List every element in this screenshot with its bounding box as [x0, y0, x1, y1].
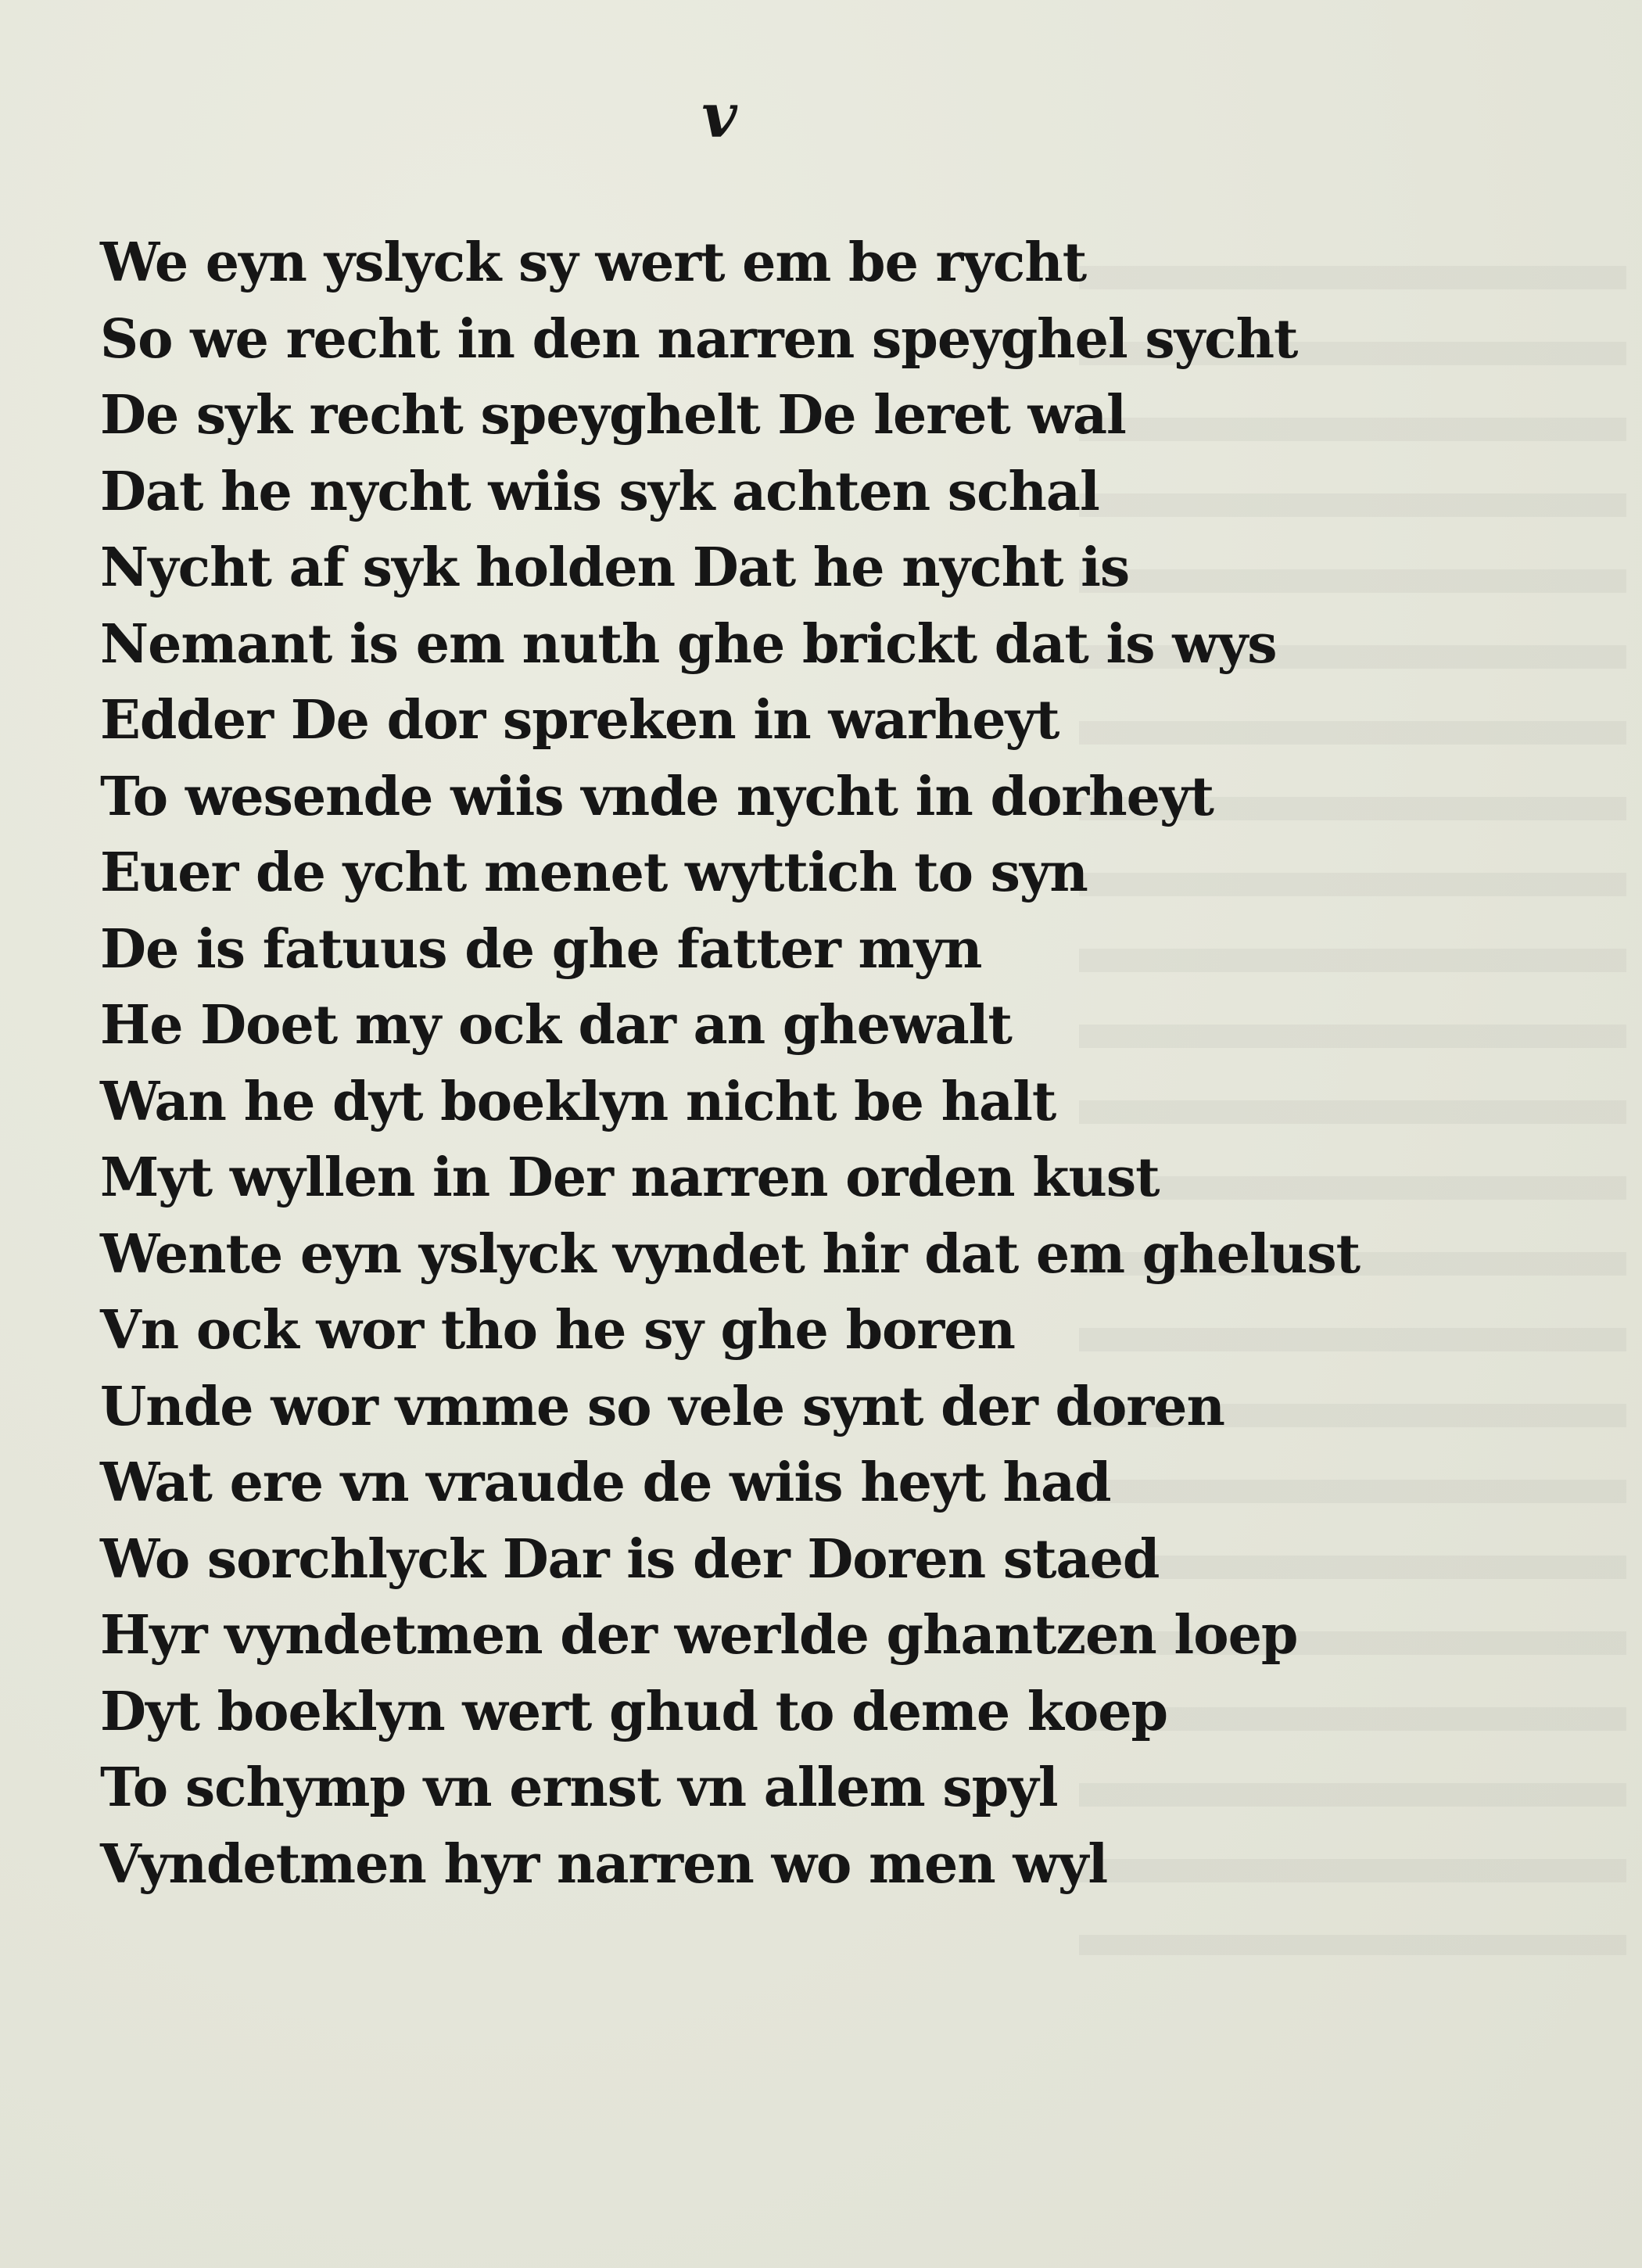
verse-line: De syk recht speyghelt De leret wal: [100, 384, 1126, 447]
verse-line: Nycht af syk holden Dat he nycht is: [100, 536, 1130, 599]
verse-line: Hyr vyndetmen der werlde ghantzen loep: [100, 1604, 1298, 1667]
verse-line: Wan he dyt boeklyn nicht be halt: [100, 1070, 1056, 1133]
verse-line: We eyn yslyck sy wert em be rycht: [100, 231, 1087, 294]
page-signature: v: [701, 81, 737, 152]
verse-line: Vn ock wor tho he sy ghe boren: [100, 1299, 1015, 1362]
verse-line: Nemant is em nuth ghe brickt dat is wys: [100, 612, 1277, 676]
verse-line: Myt wyllen in Der narren orden kust: [100, 1147, 1160, 1209]
verse-line: Dyt boeklyn wert ghud to deme koep: [100, 1680, 1168, 1743]
verse-line: To schymp vn ernst vn allem spyl: [100, 1757, 1058, 1819]
verse-line: Vyndetmen hyr narren wo men wyl: [100, 1832, 1108, 1896]
verse-line: Wat ere vn vraude de wiis heyt had: [100, 1452, 1111, 1514]
verse-line: Euer de ycht menet wyttich to syn: [100, 842, 1088, 904]
verse-line: Wente eyn yslyck vyndet hir dat em ghelust: [100, 1222, 1361, 1286]
verse-line: De is fatuus de ghe fatter myn: [100, 917, 982, 981]
verse-line: Edder De dor spreken in warheyt: [100, 689, 1059, 752]
verse-line: To wesende wiis vnde nycht in dorheyt: [100, 765, 1214, 828]
verse-line: Unde wor vmme so vele synt der doren: [100, 1375, 1224, 1438]
verse-line: So we recht in den narren speyghel sycht: [100, 307, 1298, 371]
verse-line: He Doet my ock dar an ghewalt: [100, 994, 1012, 1057]
verse-line: Wo sorchlyck Dar is der Doren staed: [100, 1527, 1160, 1591]
verse-line: Dat he nycht wiis syk achten schal: [100, 460, 1099, 523]
verse-block: [100, 225, 1360, 1903]
